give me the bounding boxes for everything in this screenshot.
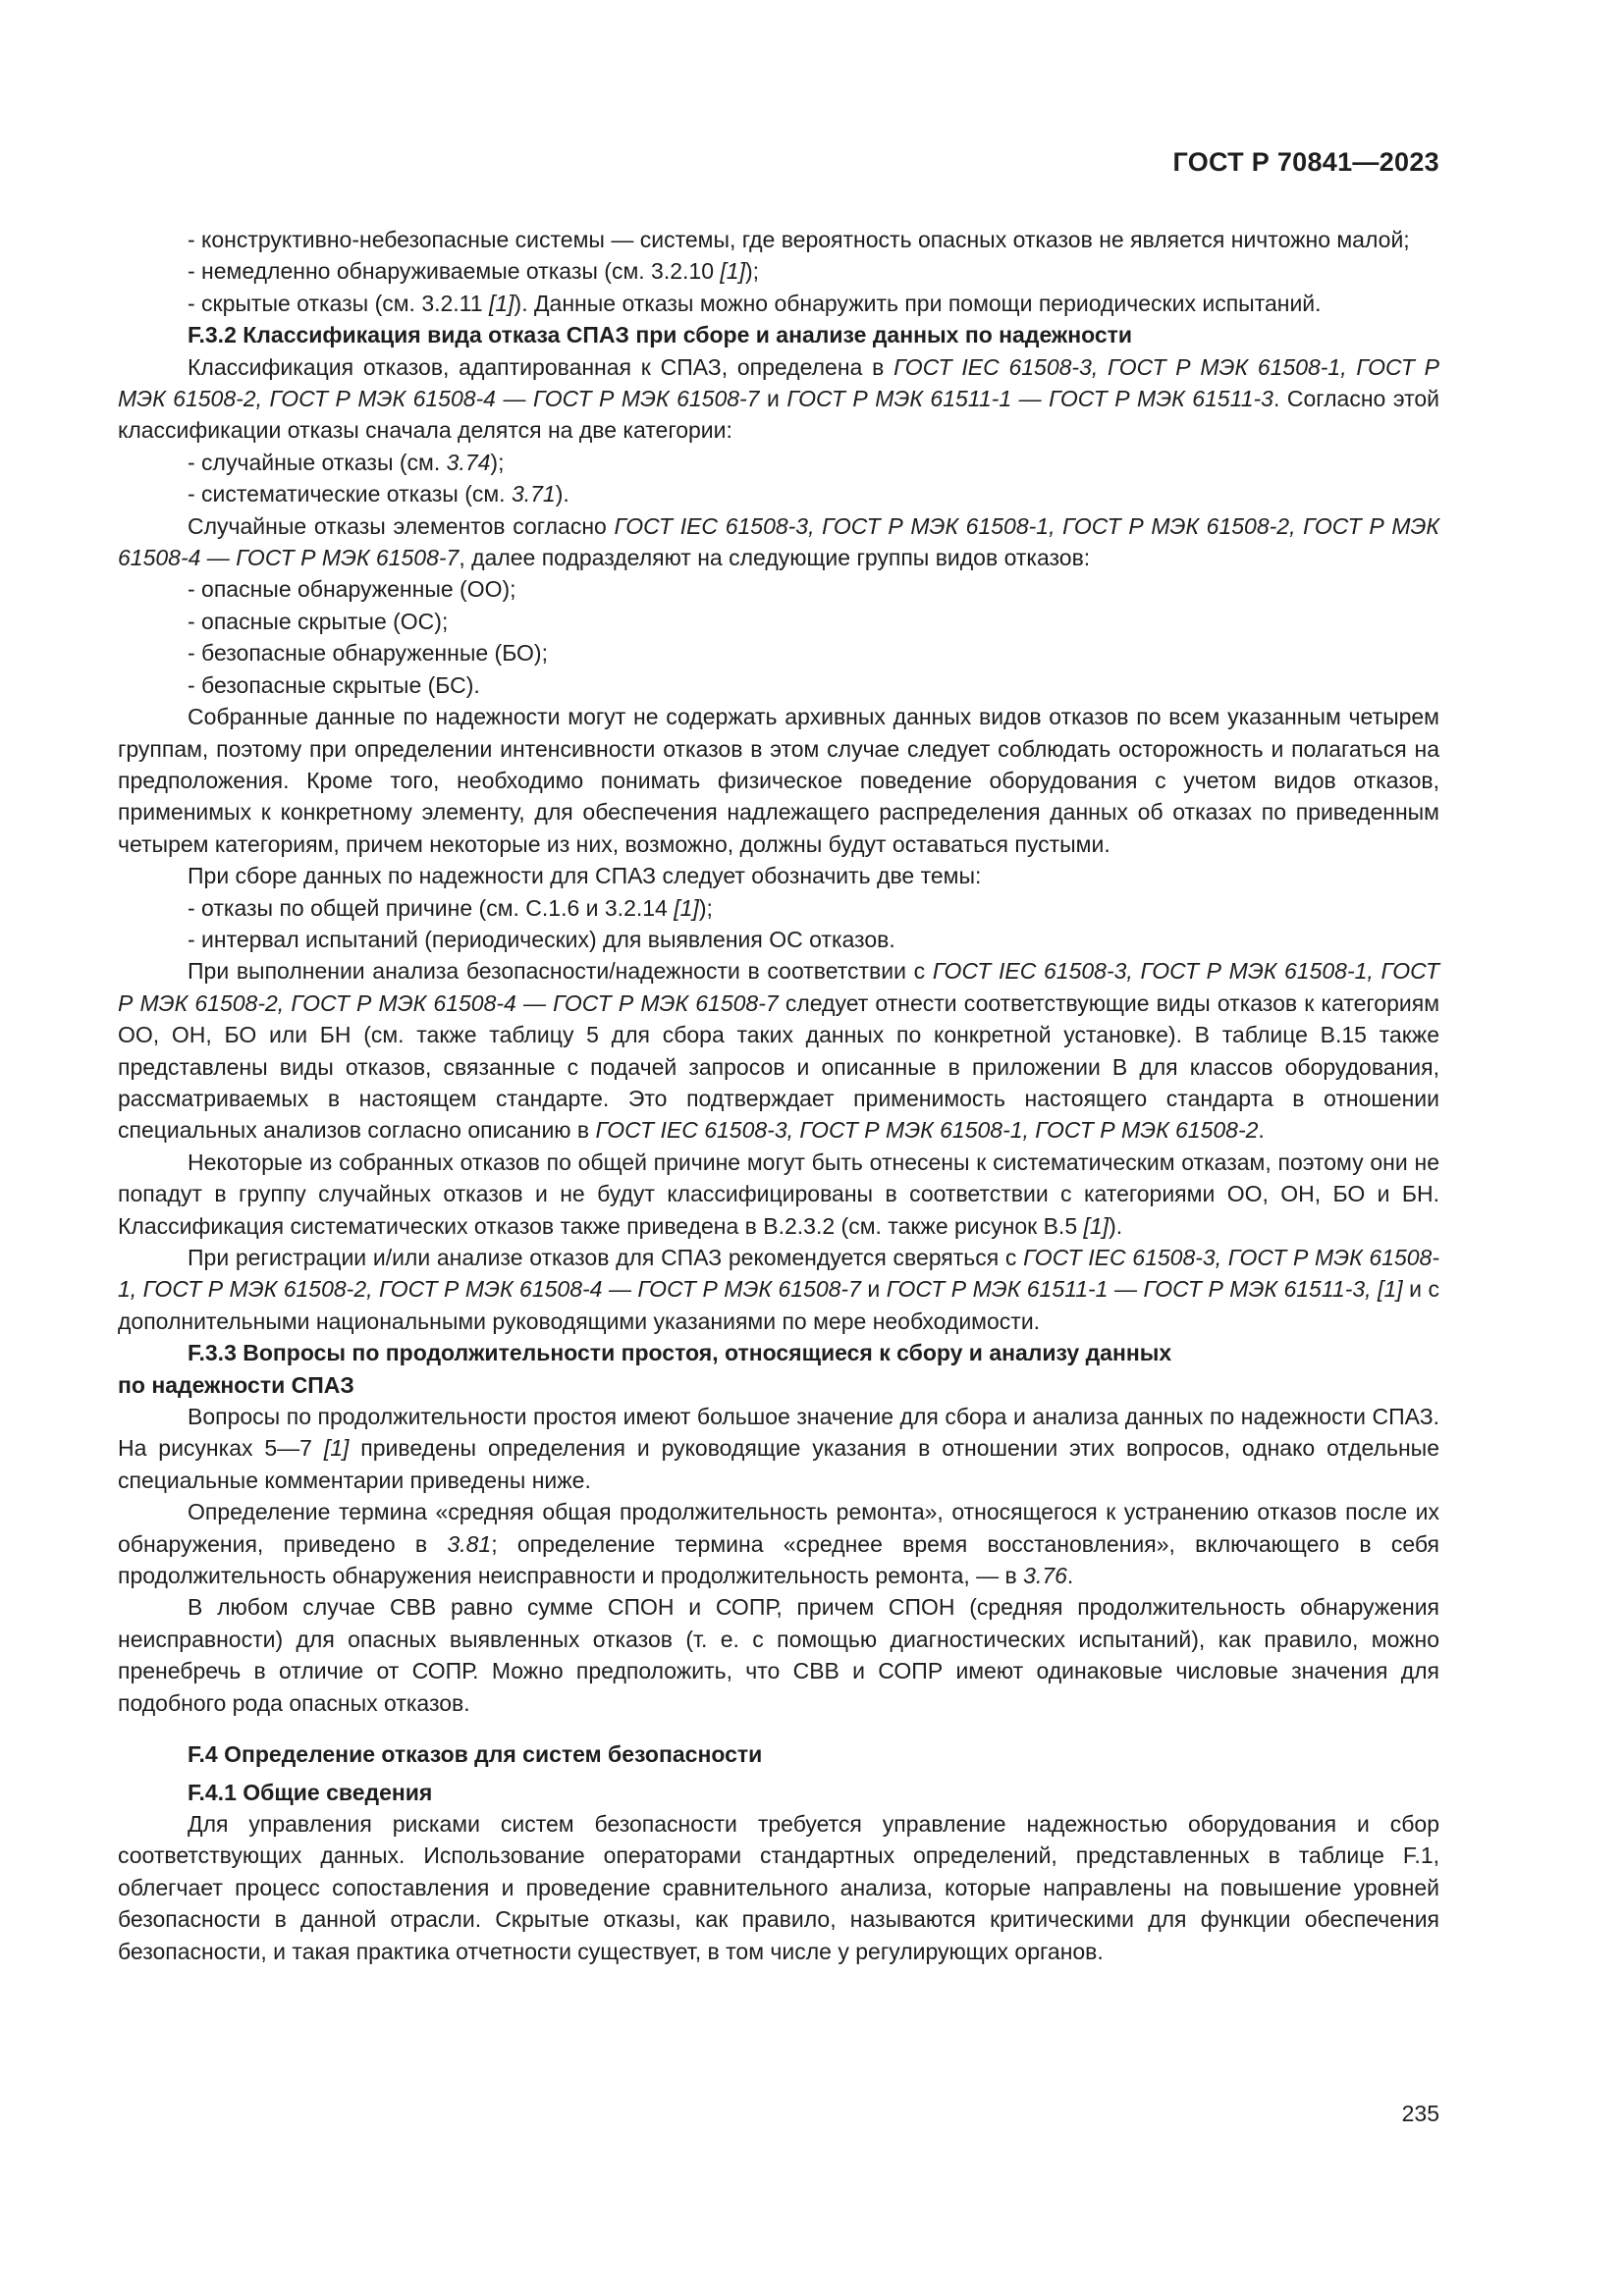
- paragraph-text: следует отнести соответствующие виды отказов к категориям ОО, ОН, БО или БН (см. также таблицу 5 для сбора таких данных по конкретной установке). В таблице В.15 также представлены виды отказов, связанные с подачей запросов и описанные в приложении В для классов оборудования, рассматриваемых в настоящем стандарте. Это подтверждает применимость настоящего стандарта в отношении специальных анализов согласно описанию в: [118, 989, 1440, 1144]
- section-heading: [118, 1777, 1439, 1808]
- paragraph: [118, 288, 1439, 319]
- paragraph: [118, 924, 1439, 955]
- paragraph-text: - безопасные обнаруженные (БО);: [188, 640, 548, 667]
- paragraph-text: , далее подразделяют на следующие группы видов отказов:: [459, 545, 1091, 571]
- paragraph-text: F.4.1 Общие сведения: [188, 1779, 433, 1805]
- paragraph: [118, 510, 1439, 574]
- reference-text: 3.81: [447, 1530, 492, 1557]
- paragraph: [118, 1242, 1439, 1337]
- paragraph-text: - немедленно обнаруживаемые отказы (см. 3.2.10: [188, 258, 721, 285]
- reference-text: ГОСТ IEC 61508-3, ГОСТ Р МЭК 61508-1, ГОСТ Р МЭК 61508-2, ГОСТ Р МЭК 61508-4 — ГОСТ Р МЭК 61508-7: [118, 1245, 1439, 1303]
- paragraph: [118, 955, 1439, 1146]
- paragraph-text: При сборе данных по надежности для СПАЗ следует обозначить две темы:: [188, 863, 982, 889]
- section-heading: [118, 1738, 1439, 1770]
- paragraph-text: - опасные скрытые (ОС);: [188, 608, 449, 634]
- document-body: [118, 224, 1439, 1967]
- paragraph: [118, 606, 1439, 637]
- paragraph-text: F.3.2 Классификация вида отказа СПАЗ при сборе и анализе данных по надежности: [188, 322, 1133, 348]
- reference-text: [1]: [323, 1435, 350, 1462]
- reference-text: ГОСТ Р МЭК 61511-1 — ГОСТ Р МЭК 61511-3, [1]: [886, 1276, 1403, 1303]
- paragraph-text: - случайные отказы (см.: [188, 449, 447, 475]
- paragraph: [118, 1147, 1439, 1242]
- paragraph-text: - безопасные скрытые (БС).: [188, 671, 480, 698]
- paragraph: [118, 351, 1439, 447]
- paragraph-text: и: [860, 1276, 887, 1303]
- paragraph-text: В любом случае СВВ равно сумме СПОН и СОПР, причем СПОН (средняя продолжительность обнаружения неисправности) для опасных выявленных отказов (т. е. с помощью диагностических испытаний), как правило, можно пренебречь в отличие от СОПР. Можно предположить, что СВВ и СОПР имеют одинаковые числовые значения для подобного рода опасных отказов.: [118, 1594, 1439, 1716]
- paragraph-text: приведены определения и руководящие указания в отношении этих вопросов, однако отдельные специальные комментарии приведены ниже.: [118, 1435, 1439, 1493]
- paragraph: [118, 701, 1439, 860]
- section-heading: [118, 1337, 1439, 1368]
- paragraph: [118, 892, 1439, 924]
- paragraph: [118, 1401, 1439, 1496]
- paragraph-text: - скрытые отказы (см. 3.2.11: [188, 290, 489, 316]
- paragraph: [118, 478, 1439, 509]
- paragraph-text: Некоторые из собранных отказов по общей причине могут быть отнесены к систематическим отказам, поэтому они не попадут в группу случайных отказов и не будут классифицированы в соответствии с категориями ОО, ОН, БО и БН. Классификация систематических отказов также приведена в В.2.3.2 (см. также рисунок В.5: [118, 1148, 1439, 1239]
- paragraph-text: Классификация отказов, адаптированная к СПАЗ, определена в: [188, 353, 894, 380]
- reference-text: 3.71: [511, 481, 556, 507]
- paragraph-text: F.3.3 Вопросы по продолжительности простоя, относящиеся к сбору и анализу данных: [188, 1340, 1172, 1366]
- reference-text: ГОСТ IEC 61508-3, ГОСТ Р МЭК 61508-1, ГОСТ Р МЭК 61508-2: [595, 1117, 1259, 1144]
- paragraph-text: При регистрации и/или анализе отказов для СПАЗ рекомендуется сверяться с: [188, 1245, 1024, 1270]
- paragraph-text: - опасные обнаруженные (ОО);: [188, 576, 516, 603]
- paragraph-text: и: [759, 386, 787, 412]
- paragraph: [118, 224, 1439, 255]
- reference-text: [1]: [674, 894, 699, 921]
- page-number: 235: [1401, 2101, 1439, 2126]
- paragraph: [118, 669, 1439, 701]
- paragraph-text: - конструктивно-небезопасные системы — системы, где вероятность опасных отказов не является ничтожно малой;: [188, 227, 1410, 252]
- paragraph-text: Определение термина «средняя общая продолжительность ремонта», относящегося к устранению отказов после их обнаружения, приведено в: [118, 1499, 1439, 1557]
- reference-text: 3.74: [446, 449, 491, 475]
- paragraph-text: . Согласно этой классификации отказы сначала делятся на две категории:: [118, 386, 1439, 444]
- paragraph-text: - систематические отказы (см.: [188, 481, 512, 507]
- paragraph: [118, 573, 1439, 605]
- reference-text: ГОСТ IEC 61508-3, ГОСТ Р МЭК 61508-1, ГОСТ Р МЭК 61508-2, ГОСТ Р МЭК 61508-4 — ГОСТ Р МЭК 61508-7: [118, 353, 1439, 412]
- section-heading: [118, 319, 1439, 350]
- reference-text: 3.76: [1023, 1563, 1067, 1589]
- paragraph: [118, 255, 1439, 287]
- reference-text: ГОСТ IEC 61508-3, ГОСТ Р МЭК 61508-1, ГОСТ Р МЭК 61508-2, ГОСТ Р МЭК 61508-4 — ГОСТ Р МЭК 61508-7: [118, 958, 1439, 1016]
- paragraph: [118, 637, 1439, 668]
- paragraph-text: Случайные отказы элементов согласно: [188, 512, 615, 539]
- paragraph-text: ; определение термина «среднее время восстановления», включающего в себя продолжительность обнаружения неисправности и продолжительность ремонта, — в: [118, 1530, 1439, 1589]
- reference-text: ГОСТ Р МЭК 61511-1 — ГОСТ Р МЭК 61511-3: [786, 386, 1273, 412]
- paragraph-text: - интервал испытаний (периодических) для выявления ОС отказов.: [188, 926, 895, 952]
- paragraph-text: );: [698, 894, 713, 921]
- paragraph-text: При выполнении анализа безопасности/надежности в соответствии с: [188, 958, 933, 985]
- paragraph: [118, 1808, 1439, 1967]
- paragraph-text: ). Данные отказы можно обнаружить при помощи периодических испытаний.: [514, 290, 1322, 316]
- paragraph-text: по надежности СПАЗ: [118, 1371, 354, 1398]
- reference-text: [1]: [720, 258, 745, 285]
- paragraph-text: F.4 Определение отказов для систем безопасности: [188, 1741, 763, 1768]
- paragraph-text: Вопросы по продолжительности простоя имеют большое значение для сбора и анализа данных по надежности СПАЗ. На рисунках 5—7: [118, 1404, 1439, 1462]
- paragraph-text: .: [1066, 1563, 1074, 1589]
- paragraph-text: Для управления рисками систем безопасности требуется управление надежностью оборудования и сбор соответствующих данных. Использование операторами стандартных определений, представленных в таблице F.1, облегчает процесс сопоставления и проведение сравнительного анализа, которые направлены на повышение уровней безопасности в данной отрасли. Скрытые отказы, как правило, называются критическими для функции обеспечения безопасности, и такая практика отчетности существует, в том числе у регулирующих органов.: [118, 1810, 1439, 1964]
- paragraph: [118, 1496, 1439, 1591]
- paragraph-text: );: [490, 449, 505, 475]
- section-heading: [118, 1369, 1439, 1401]
- paragraph-text: - отказы по общей причине (см. С.1.6 и 3.2.14: [188, 894, 675, 921]
- paragraph-text: );: [744, 258, 760, 285]
- paragraph: [118, 447, 1439, 478]
- paragraph-text: ).: [555, 481, 569, 507]
- paragraph-text: и с дополнительными национальными руководящими указаниями по мере необходимости.: [118, 1276, 1439, 1334]
- paragraph-text: ).: [1109, 1212, 1123, 1239]
- document-header: ГОСТ Р 70841—2023: [1172, 147, 1439, 177]
- paragraph: [118, 1591, 1439, 1719]
- reference-text: [1]: [1083, 1212, 1110, 1239]
- paragraph: [118, 860, 1439, 891]
- paragraph-text: Собранные данные по надежности могут не содержать архивных данных видов отказов по всем указанным четырем группам, поэтому при определении интенсивности отказов в этом случае следует соблюдать осторожность и полагаться на предположения. Кроме того, необходимо понимать физическое поведение оборудования с учетом видов отказов, применимых к конкретному элементу, для обеспечения надлежащего распределения данных об отказах по приведенным четырем категориям, причем некоторые из них, возможно, должны будут оставаться пустыми.: [118, 704, 1439, 857]
- reference-text: [1]: [488, 290, 514, 316]
- reference-text: ГОСТ IEC 61508-3, ГОСТ Р МЭК 61508-1, ГОСТ Р МЭК 61508-2, ГОСТ Р МЭК 61508-4 — ГОСТ Р МЭК 61508-7: [118, 512, 1439, 571]
- paragraph-text: .: [1258, 1117, 1265, 1144]
